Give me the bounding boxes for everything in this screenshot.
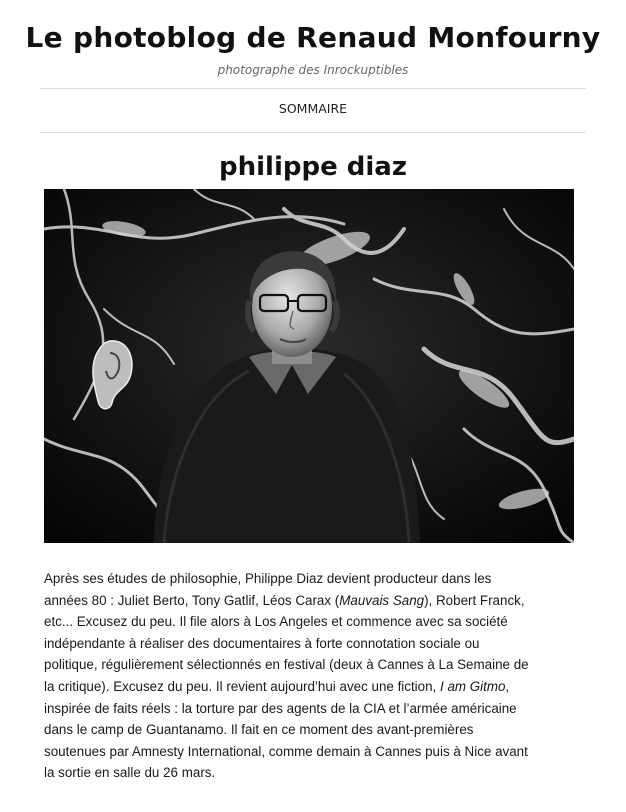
divider — [40, 132, 586, 133]
post-body-line: indépendante à réaliser des documentaires à forte connotation sociale ou — [44, 635, 480, 651]
nav-sommaire-link[interactable]: SOMMAIRE — [278, 101, 348, 116]
divider — [40, 88, 586, 89]
post-body-line: politique, régulièrement sélectionnés en festival (deux à Cannes à La Semaine de — [44, 657, 529, 673]
post-title: philippe diaz — [219, 152, 407, 182]
post-body-line: dans le camp de Guantanamo. Il fait en ce moment des avant-premières — [44, 722, 474, 738]
film-title: I am Gitmo — [440, 678, 506, 694]
film-title: Mauvais Sang — [339, 592, 425, 608]
post-body-line: la critique). Excusez du peu. Il revient aujourd’hui avec une fiction, I am Gitmo, — [44, 678, 510, 694]
portrait-photo — [44, 189, 574, 543]
post-body — [44, 568, 584, 784]
post-body-line: la sortie en salle du 26 mars. — [44, 765, 216, 781]
post-body-line: soutenues par Amnesty International, comme demain à Cannes puis à Nice avant — [44, 743, 528, 759]
post-body-line: inspirée de faits réels : la torture par des agents de la CIA et l’armée américaine — [44, 700, 517, 716]
post-body-line: etc... Excusez du peu. Il file alors à Los Angeles et commence avec sa société — [44, 614, 508, 630]
post-body-line: Après ses études de philosophie, Philippe Diaz devient producteur dans les — [44, 571, 492, 586]
site-tagline: photographe des Inrockuptibles — [217, 63, 409, 77]
site-title[interactable]: Le photoblog de Renaud Monfourny — [25, 21, 601, 54]
post-body-line: années 80 : Juliet Berto, Tony Gatlif, Léos Carax (Mauvais Sang), Robert Franck, — [44, 592, 525, 608]
